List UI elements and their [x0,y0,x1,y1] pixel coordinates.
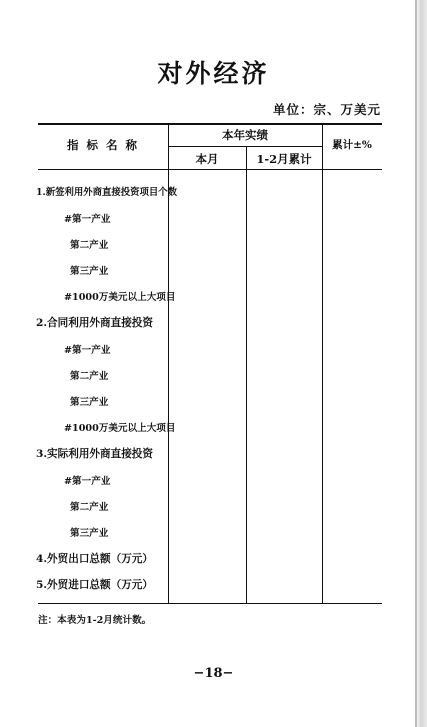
column-divider-2 [246,146,247,604]
row-label: 4.外贸出口总额（万元） [36,553,153,565]
header-this-month: 本月 [195,152,219,166]
row-label: 3.实际利用外商直接投资 [36,448,153,460]
page-edge [417,0,427,727]
row-label: 第二产业 [70,371,109,382]
header-current-year: 本年实绩 [222,128,268,142]
row-label: 第三产业 [70,528,109,539]
row-label: 5.外贸进口总额（万元） [36,579,153,591]
table-bottom-rule [38,603,382,604]
header-split-rule [168,146,322,147]
header-indicator: 指 标 名 称 [66,138,139,152]
header-bottom-rule [38,169,382,170]
column-divider-3 [322,123,323,604]
row-label: 第三产业 [70,397,109,408]
row-label: #第一产业 [64,214,111,225]
row-label: #第一产业 [64,345,111,356]
row-label: #第一产业 [64,476,111,487]
table-top-rule [38,123,382,125]
page-title: 对外经济 [157,59,270,88]
row-label: 第二产业 [70,502,109,513]
row-label: #1000万美元以上大项目 [64,423,176,434]
row-label: 第三产业 [70,266,109,277]
row-label: #1000万美元以上大项目 [64,292,176,303]
footnote: 注：本表为1-2月统计数。 [38,615,152,626]
page-number: −18− [193,666,234,681]
header-cumulative-pct: 累计±% [332,139,372,151]
row-label: 1.新签利用外商直接投资项目个数 [36,187,178,198]
row-label: 第二产业 [70,240,109,251]
row-label: 2.合同利用外商直接投资 [36,317,153,329]
unit-label: 单位：宗、万美元 [272,102,381,117]
header-cumulative: 1-2月累计 [256,152,312,166]
